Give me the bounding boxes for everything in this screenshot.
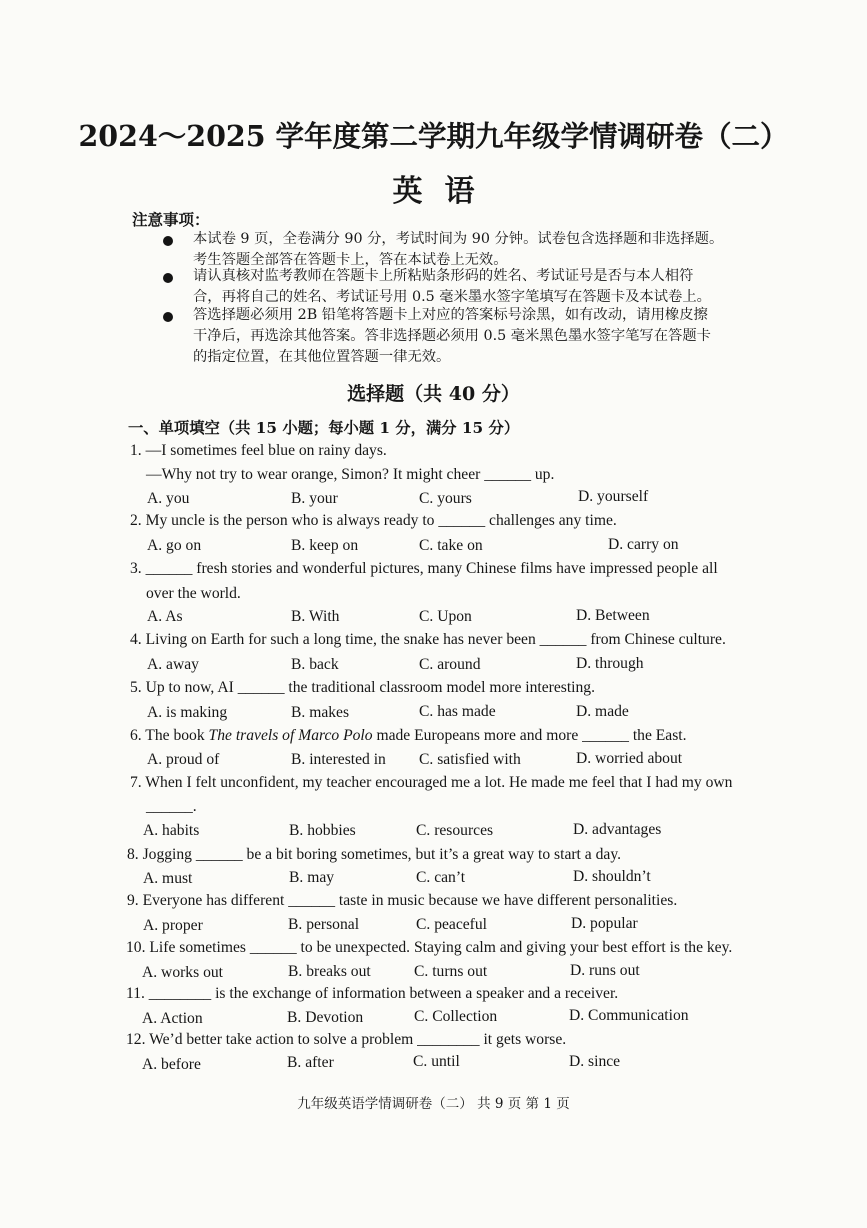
option-c: C. Upon (419, 608, 472, 625)
question-stem: 2. My uncle is the person who is always ready to ______ challenges any time. (130, 512, 617, 529)
option-b: B. breaks out (288, 963, 371, 980)
option-b: B. With (291, 608, 340, 625)
stem-text: 8. Jogging ______ be a bit boring sometimes, but it’s a great way to start a day. (127, 846, 622, 863)
option-c: C. until (413, 1053, 460, 1070)
option-b: B. makes (291, 704, 350, 721)
stem-text: 10. Life sometimes ______ to be unexpected. Staying calm and giving your best effort is the key. (126, 939, 733, 956)
option-b: B. may (289, 869, 335, 886)
question-continuation: —Why not try to wear orange, Simon? It might cheer ______ up. (146, 466, 555, 483)
option-d: D. Between (576, 607, 650, 624)
option-a: A. before (142, 1056, 201, 1073)
option-c: C. resources (416, 822, 494, 839)
section-title: 选择题（共 40 分） (347, 383, 520, 405)
notice-line: 考生答题全部答在答题卡上，答在本试卷上无效。 (193, 252, 508, 268)
option-d: D. yourself (578, 488, 649, 505)
exam-title: 2024～2025 学年度第二学期九年级学情调研卷（二） (78, 119, 789, 153)
stem-text: 9. Everyone has different ______ taste in music because we have different personalities. (127, 892, 678, 909)
option-b: B. interested in (291, 751, 386, 768)
notice-line: 本试卷 9 页，全卷满分 90 分，考试时间为 90 分钟。试卷包含选择题和非选择题。 (193, 231, 724, 247)
question-stem: 4. Living on Earth for such a long time, the snake has never been ______ from Chinese culture. (130, 631, 726, 648)
page-footer: 九年级英语学情调研卷（二） 共 9 页 第 1 页 (297, 1096, 570, 1112)
option-a: A. must (143, 870, 193, 887)
stem-text: 6. The book (130, 727, 209, 744)
part-heading: 一、单项填空（共 15 小题；每小题 1 分，满分 15 分） (128, 419, 520, 437)
option-c: C. peaceful (416, 916, 488, 933)
option-a: A. habits (143, 822, 200, 839)
option-a: A. go on (147, 537, 202, 554)
option-b: B. hobbies (289, 822, 356, 839)
option-a: A. works out (142, 964, 223, 981)
option-a: A. away (147, 656, 199, 673)
question-continuation: over the world. (146, 585, 241, 602)
option-c: C. take on (419, 537, 483, 554)
option-c: C. has made (419, 703, 496, 720)
notice-line: 干净后，再选涂其他答案。答非选择题必须用 0.5 毫米黑色墨水签字笔写在答题卡 (193, 328, 711, 344)
question-stem: 3. ______ fresh stories and wonderful pictures, many Chinese films have impressed people all (130, 560, 718, 577)
option-a: A. proud of (147, 751, 220, 768)
option-d: D. carry on (608, 536, 679, 553)
option-d: D. Communication (569, 1007, 689, 1024)
stem-text: made Europeans more and more ______ the East. (372, 727, 687, 744)
option-b: B. personal (288, 916, 360, 933)
option-a: A. proper (143, 917, 203, 934)
notice-heading: 注意事项： (132, 210, 210, 229)
question-stem (130, 727, 687, 745)
question-stem: 5. Up to now, AI ______ the traditional classroom model more interesting. (130, 679, 595, 696)
option-c: C. turns out (414, 963, 488, 980)
subject-title: 英语 (392, 174, 497, 209)
option-a: A. you (147, 490, 190, 507)
notice-line: 合，再将自己的姓名、考试证号用 0.5 毫米墨水签字笔填写在答题卡及本试卷上。 (193, 289, 711, 305)
option-d: D. through (576, 655, 644, 672)
option-d: D. since (569, 1053, 621, 1070)
option-b: B. back (291, 656, 339, 673)
option-a: A. Action (142, 1010, 203, 1027)
option-a: A. is making (147, 704, 228, 721)
option-d: D. advantages (573, 821, 662, 838)
option-b: B. after (287, 1054, 334, 1071)
option-b: B. your (291, 490, 338, 507)
notice-line: 请认真核对监考教师在答题卡上所粘贴条形码的姓名、考试证号是否与本人相符 (193, 268, 694, 284)
option-c: C. satisfied with (419, 751, 521, 768)
question-continuation: ______. (146, 798, 197, 815)
option-d: D. popular (571, 915, 638, 932)
option-a: A. As (147, 608, 183, 625)
book-title: The travels of Marco Polo (208, 727, 373, 744)
option-c: C. can’t (416, 869, 466, 886)
bullet-icon (163, 312, 173, 322)
bullet-icon (163, 273, 173, 283)
option-c: C. yours (419, 490, 472, 507)
stem-text: 11. ________ is the exchange of information between a speaker and a receiver. (126, 985, 619, 1002)
bullet-icon (163, 236, 173, 246)
option-d: D. runs out (570, 962, 640, 979)
option-c: C. Collection (414, 1008, 498, 1025)
option-d: D. worried about (576, 750, 683, 767)
option-c: C. around (419, 656, 481, 673)
option-b: B. keep on (291, 537, 359, 554)
stem-text: 12. We’d better take action to solve a problem ________ it gets worse. (126, 1031, 567, 1048)
option-b: B. Devotion (287, 1009, 364, 1026)
notice-line: 答选择题必须用 2B 铅笔将答题卡上对应的答案标号涂黑，如有改动，请用橡皮擦 (193, 307, 708, 323)
notice-line: 的指定位置，在其他位置答题一律无效。 (193, 349, 451, 365)
question-stem: 7. When I felt unconfident, my teacher encouraged me a lot. He made me feel that I had my own (130, 774, 733, 791)
option-d: D. made (576, 703, 629, 720)
question-stem: 1. —I sometimes feel blue on rainy days. (130, 442, 387, 459)
option-d: D. shouldn’t (573, 868, 651, 885)
